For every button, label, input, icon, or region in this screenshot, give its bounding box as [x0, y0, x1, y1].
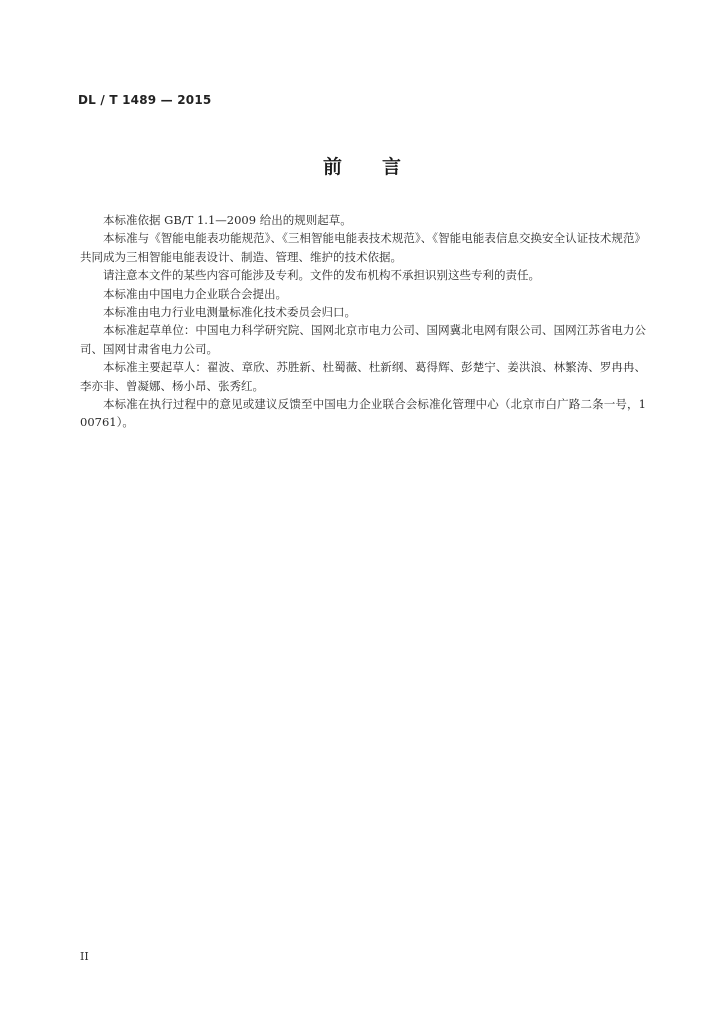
paragraph-related-standards: 本标准与《智能电能表功能规范》、《三相智能电能表技术规范》、《智能电能表信息交换安全认证技术规范》共同成为三相智能电能表设计、制造、管理、维护的技术依据。: [80, 231, 646, 264]
paragraph-drafting-organizations: 本标准起草单位：中国电力科学研究院、国网北京市电力公司、国网冀北电网有限公司、国网江苏省电力公司、国网甘肃省电力公司。: [80, 323, 646, 356]
page-number: II: [80, 950, 89, 963]
page-title: 前言: [322, 156, 441, 178]
paragraph-feedback: 本标准在执行过程中的意见或建议反馈至中国电力企业联合会标准化管理中心（北京市白广路二条一号，100761）。: [80, 397, 646, 430]
standard-code: DL / T 1489 — 2015: [78, 93, 212, 107]
paragraph-drafters: 本标准主要起草人：翟波、章欣、苏胜新、杜蜀薇、杜新纲、葛得辉、彭楚宁、姜洪浪、林繁涛、罗冉冉、李亦非、曾凝娜、杨小昂、张秀红。: [80, 360, 646, 393]
paragraph-administered-by: 本标准由电力行业电测量标准化技术委员会归口。: [103, 305, 356, 320]
paragraph-proposed-by: 本标准由中国电力企业联合会提出。: [103, 286, 287, 301]
paragraph-patent-notice: 请注意本文件的某些内容可能涉及专利。文件的发布机构不承担识别这些专利的责任。: [103, 268, 540, 283]
paragraph-drafting-rules: 本标准依据 GB/T 1.1—2009 给出的规则起草。: [103, 213, 352, 227]
body-text: [80, 211, 646, 432]
